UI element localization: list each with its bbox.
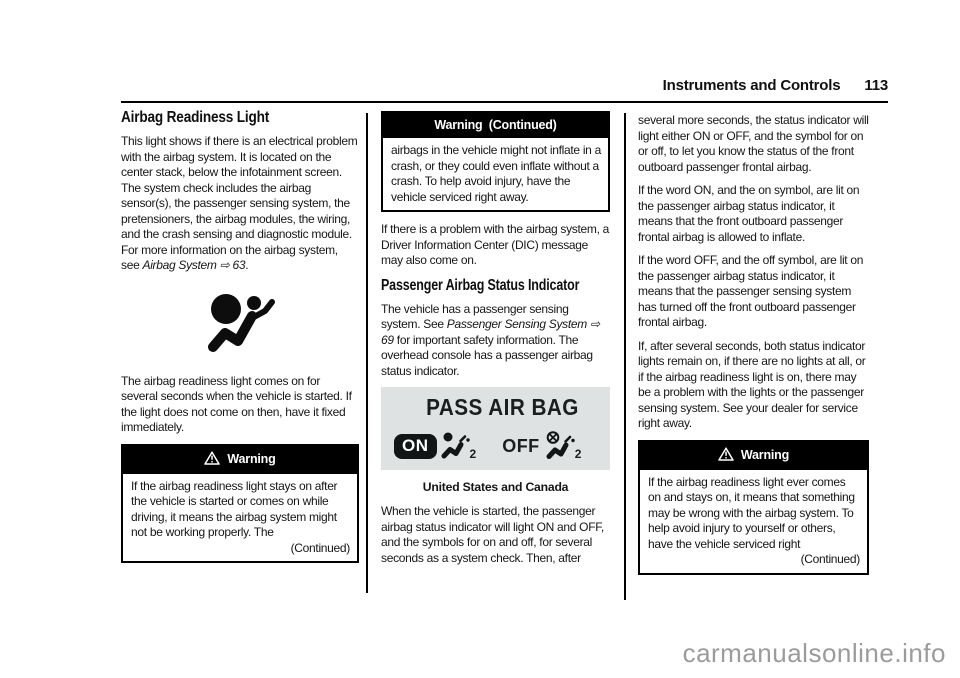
warning-continued-body: airbags in the vehicle might not inflate in a crash, or they could even inflate without a crash. To help avoid injury, have the vehicle serviced right away. bbox=[391, 143, 601, 204]
warning-continued-header: Warning (Continued) bbox=[383, 113, 608, 138]
column-divider-right bbox=[624, 113, 626, 600]
warning-continued-box bbox=[381, 111, 610, 212]
airbag-off-subscript: 2 bbox=[574, 447, 582, 461]
airbag-on-group bbox=[394, 432, 476, 461]
warning-text: If the airbag readiness light ever comes on and stays on, it means that something may be wrong with the airbag system. To help avoid injury to yourself or others, have the vehicle serviced right bbox=[648, 474, 855, 551]
paragraph-status-indicator: several more seconds, the status indicator will light either ON or OFF, and the symbol for on or off, to let you know the status of the front outboard passenger frontal airbag. bbox=[638, 113, 869, 174]
warning-box-header bbox=[123, 446, 357, 474]
paragraph-both-lights: If, after several seconds, both status indicator lights remain on, if there are no lights at all, or if the airbag readiness light is on, there may be a problem with the lights or the passenger sensing system. See your dealer for service right away. bbox=[638, 338, 866, 430]
airbag-off-label: OFF bbox=[502, 435, 540, 456]
header-rule bbox=[121, 101, 888, 103]
indicator-caption: United States and Canada bbox=[422, 480, 569, 494]
paragraph-passenger-sensing: The vehicle has a passenger sensing system. See Passenger Sensing System ⇨ 69 for important safety information. The overhead console has a passenger airbag status indicator. bbox=[381, 301, 600, 378]
paragraph-airbag-readiness-intro: This light shows if there is an electrical problem with the airbag system. It is located on the center stack, below the infotainment screen. The system check includes the airbag sensor(s), the passenger sensing system, the pretensioners, the airbag modules, the wiring, and the crash sensing and diagnostic module. For more information on the airbag system, see Airbag System ⇨ 63. bbox=[121, 134, 358, 272]
warning-title: Warning bbox=[227, 452, 276, 466]
paragraph-dic-message: If there is a problem with the airbag system, a Driver Information Center (DIC) message may also come on. bbox=[381, 222, 610, 267]
pass-air-bag-label: PASS AIR BAG bbox=[426, 394, 579, 420]
airbag-on-symbol-icon bbox=[441, 432, 477, 461]
airbag-readiness-icon bbox=[121, 290, 359, 360]
airbag-off-group bbox=[502, 431, 581, 461]
paragraph-word-off: If the word OFF, and the off symbol, are lit on the passenger airbag status indicator, it means that the passenger sensing system has turned off the front outboard passenger frontal airbag. bbox=[638, 253, 864, 329]
warning-box-body bbox=[123, 474, 357, 562]
pass-air-bag-status-row bbox=[394, 431, 581, 461]
paragraph-airbag-readiness-behavior: The airbag readiness light comes on for several seconds when the vehicle is started. If the light does not come on then, have it fixed immediately. bbox=[121, 373, 352, 434]
warning-triangle-icon bbox=[718, 447, 734, 464]
section-title-passenger-airbag-status: Passenger Airbag Status Indicator bbox=[381, 276, 580, 294]
section-title-airbag-readiness-light: Airbag Readiness Light bbox=[121, 109, 270, 126]
header-page-number: 113 bbox=[864, 77, 888, 94]
warning-continued-label: (Continued) bbox=[290, 540, 350, 555]
airbag-off-symbol-icon bbox=[544, 431, 582, 461]
column-right bbox=[638, 113, 869, 585]
warning-box-left bbox=[121, 444, 359, 564]
warning-title: Warning bbox=[740, 448, 790, 462]
column-left bbox=[121, 109, 359, 573]
column-divider-left bbox=[366, 113, 368, 593]
warning-box-right bbox=[638, 440, 869, 575]
paragraph-word-on: If the word ON, and the on symbol, are lit on the passenger airbag status indicator, it means that the front outboard passenger frontal airbag is allowed to inflate. bbox=[638, 183, 860, 244]
column-middle bbox=[381, 111, 610, 574]
airbag-on-subscript: 2 bbox=[469, 446, 477, 461]
warning-triangle-icon bbox=[204, 451, 220, 468]
header-title: Instruments and Controls bbox=[662, 77, 841, 94]
warning-continued-label: (Continued) bbox=[800, 552, 860, 566]
pass-air-bag-indicator-panel bbox=[381, 387, 610, 470]
paragraph-system-check: When the vehicle is started, the passenger airbag status indicator will light ON and OFF, and the symbols for on and off, for several seconds as a system check. Then, after bbox=[381, 504, 604, 565]
page-header bbox=[663, 77, 888, 94]
airbag-on-badge: ON bbox=[394, 434, 437, 459]
warning-text: If the airbag readiness light stays on after the vehicle is started or comes on while driving, it means the airbag system might not be working properly. The bbox=[131, 478, 338, 539]
warning-box-body bbox=[640, 470, 867, 573]
warning-box-header bbox=[640, 442, 867, 470]
watermark-text: carmanualsonline.info bbox=[682, 638, 946, 668]
